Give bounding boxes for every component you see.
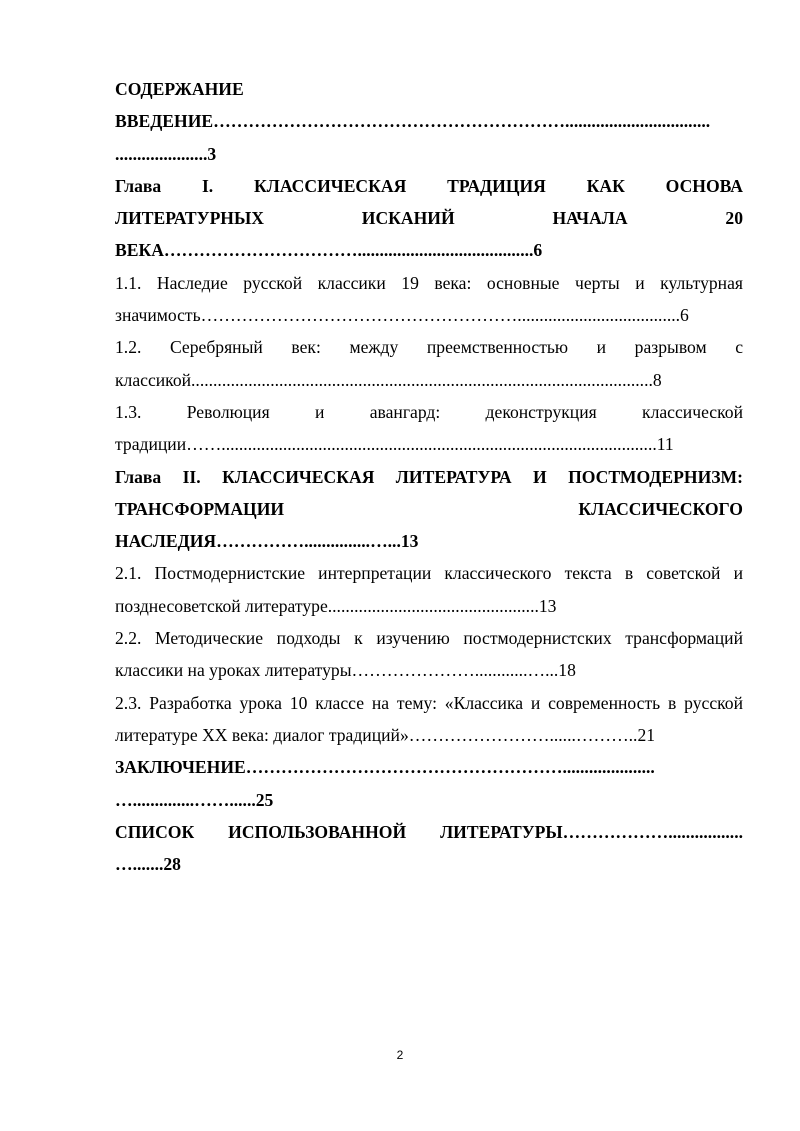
toc-section-1-3-page: традиции……...................................................................................................11	[115, 434, 674, 455]
toc-section-2-1-page: позднесоветской литературе................................................13	[115, 595, 557, 616]
toc-section-2-2: 2.2. Методические подходы к изучению постмодернистских трансформаций	[115, 628, 743, 649]
toc-entry-conclusion: ЗАКЛЮЧЕНИЕ……………………………………………….....................	[115, 757, 655, 778]
toc-section-2-3: 2.3. Разработка урока 10 классе на тему: «Классика и современность в русской	[115, 692, 743, 713]
toc-chapter-1-title: Глава I. КЛАССИЧЕСКАЯ ТРАДИЦИЯ КАК ОСНОВА	[115, 175, 743, 196]
toc-chapter-1-title-cont: ЛИТЕРАТУРНЫХ ИСКАНИЙ НАЧАЛА 20	[115, 208, 743, 229]
toc-section-1-2: 1.2. Серебряный век: между преемственностью и разрывом с	[115, 337, 743, 358]
toc-entry-bibliography: СПИСОК ИСПОЛЬЗОВАННОЙ ЛИТЕРАТУРЫ……………….................	[115, 821, 743, 842]
toc-section-1-1-page: значимость……………………………………………….....................................6	[115, 305, 689, 326]
toc-section-1-2-page: классикой.........................................................................................................8	[115, 369, 662, 390]
table-of-contents	[115, 73, 743, 880]
toc-chapter-2-title-cont: ТРАНСФОРМАЦИИ КЛАССИЧЕСКОГО	[115, 498, 743, 519]
toc-entry-conclusion-page: …..............……......25	[115, 789, 274, 810]
toc-section-1-3: 1.3. Революция и авангард: деконструкция классической	[115, 401, 743, 422]
toc-entry-introduction: ВВЕДЕНИЕ…………………………………………………….................................	[115, 111, 711, 132]
toc-section-1-1: 1.1. Наследие русской классики 19 века: основные черты и культурная	[115, 272, 743, 293]
toc-section-2-2-page: классики на уроках литературы…………………............…...18	[115, 660, 576, 681]
toc-chapter-2-page: НАСЛЕДИЯ……………...............…...13	[115, 531, 419, 552]
toc-entry-introduction-page: .....................3	[115, 143, 217, 164]
toc-heading: СОДЕРЖАНИЕ	[115, 79, 244, 99]
toc-section-2-1: 2.1. Постмодернистские интерпретации классического текста в советской и	[115, 563, 743, 584]
toc-entry-bibliography-page: ….......28	[115, 854, 181, 875]
toc-section-2-3-page: литературе XX века: диалог традиций»……………………......………..21	[115, 724, 656, 745]
page-number: 2	[396, 1048, 404, 1062]
toc-chapter-2-title: Глава II. КЛАССИЧЕСКАЯ ЛИТЕРАТУРА И ПОСТМОДЕРНИЗМ:	[115, 466, 743, 487]
toc-chapter-1-page: ВЕКА……………………………........................................6	[115, 240, 543, 261]
